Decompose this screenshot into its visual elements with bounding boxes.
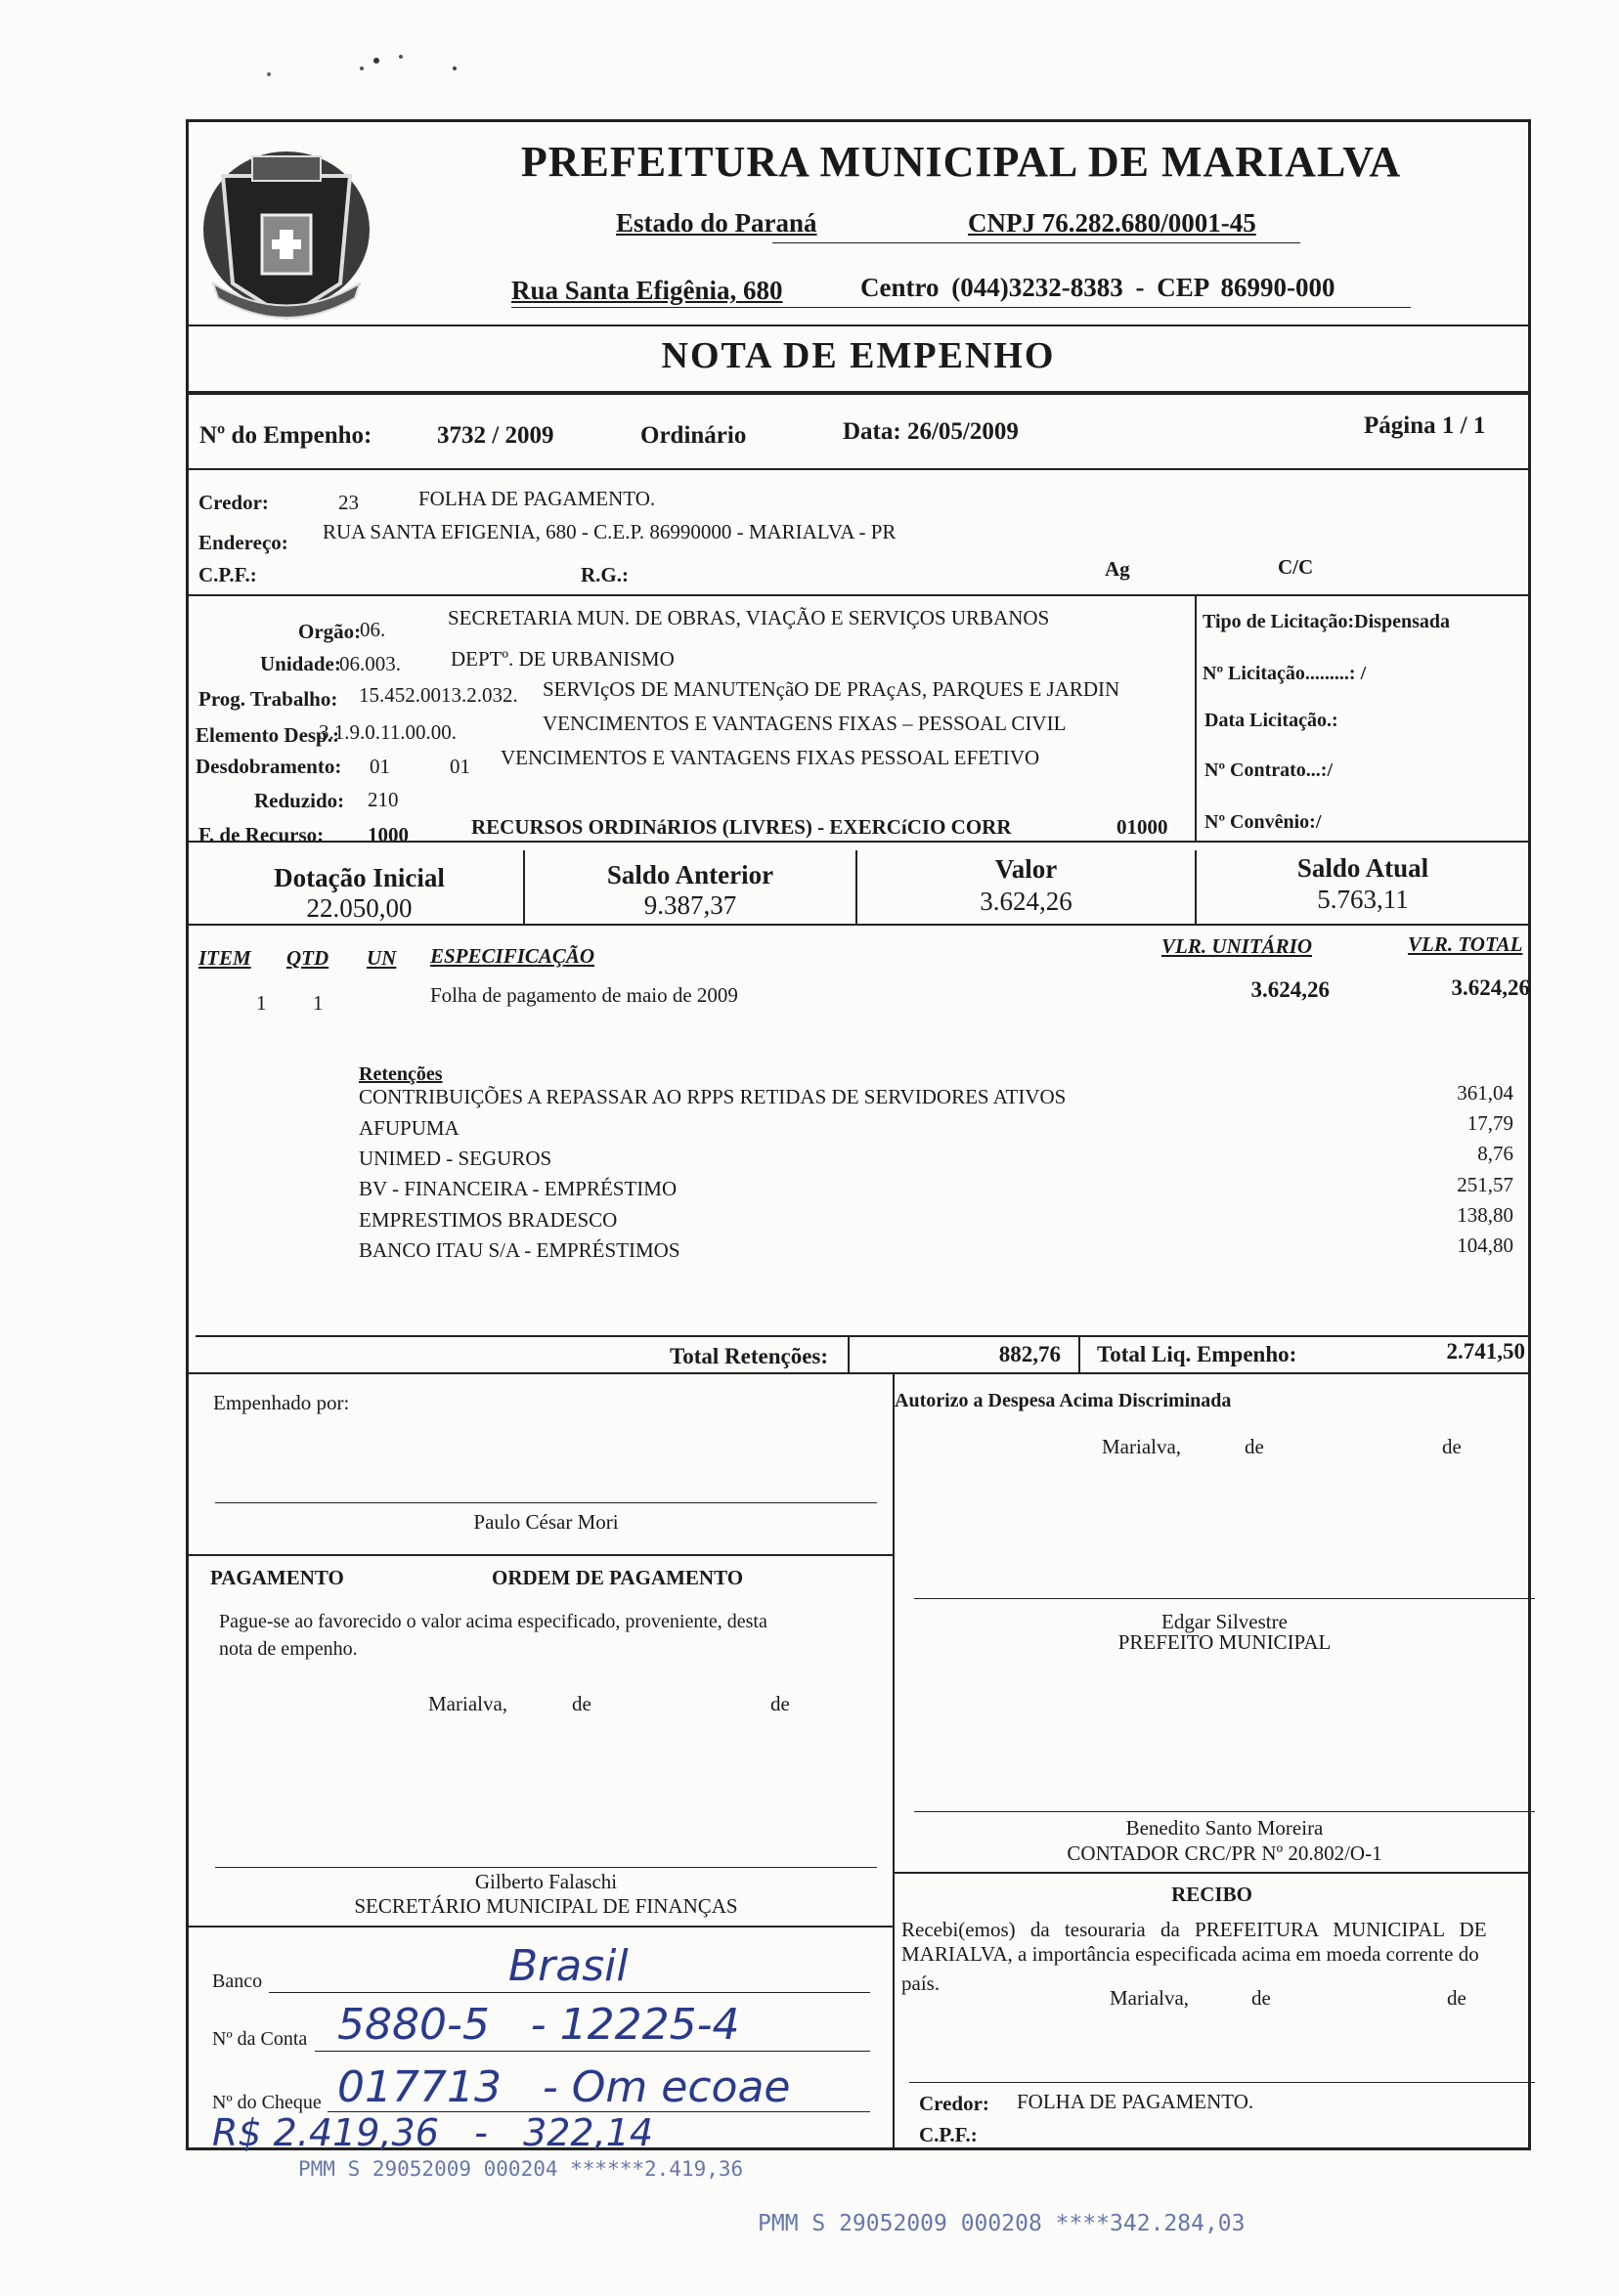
contador-title: CONTADOR CRC/PR Nº 20.802/O-1 [1067,1841,1382,1865]
recibo-text-3: país. [901,1971,941,1995]
cnpj: CNPJ 76.282.680/0001-45 [968,208,1256,238]
elemento-code: 3.1.9.0.11.00.00. [319,720,457,744]
retencao-value: 138,80 [1457,1203,1513,1227]
saldo-atual-label: Saldo Atual [1296,853,1429,883]
item-qtd: 1 [313,991,324,1015]
item-number: 1 [256,991,267,1015]
col-vlr-unitario: VLR. UNITÁRIO [1161,934,1313,958]
orgao-label: Orgão: [298,620,362,643]
item-total-value: 3.624,26 [1451,975,1530,1000]
desdobramento-label: Desdobramento: [196,755,342,778]
page-title: PREFEITURA MUNICIPAL DE MARIALVA [520,138,1402,186]
prog-label: Prog. Trabalho: [198,687,338,711]
orgao-name: SECRETARIA MUN. DE OBRAS, VIAÇÃO E SERVIÇOS URBANOS [448,606,1050,629]
retencao-value: 104,80 [1457,1234,1513,1257]
street: Rua Santa Efigênia, 680 [511,276,783,305]
col-qtd: QTD [286,946,329,970]
banco-label: Banco [212,1971,263,1992]
retencao-desc: CONTRIBUIÇÕES A REPASSAR AO RPPS RETIDAS DE SERVIDORES ATIVOS [359,1085,1067,1108]
recibo-de-2: de [1447,1986,1466,2010]
pagamento-label: PAGAMENTO [210,1566,344,1589]
conta-label: Nº da Conta [212,2028,308,2050]
total-retencoes-value: 882,76 [998,1342,1061,1366]
empenhado-por-name: Paulo César Mori [473,1510,619,1534]
retencao-value: 251,57 [1457,1173,1513,1196]
retencao-value: 17,79 [1466,1111,1513,1135]
cheque-handwritten: 017713 - Om ecoae [337,2062,791,2112]
prefeito-name: Edgar Silvestre [1161,1610,1288,1633]
state: Estado do Paraná [616,208,817,238]
page-number: Página 1 / 1 [1364,412,1486,439]
document-title: NOTA DE EMPENHO [661,335,1056,376]
desdobramento-code1: 01 [370,755,390,778]
prefeito-title: PREFEITO MUNICIPAL [1117,1630,1332,1654]
prog-code: 15.452.0013.2.032. [359,683,518,707]
payment-stamp-1: PMM S 29052009 000204 ******2.419,36 [298,2157,744,2181]
licitacao-numero: Nº Licitação.........: / [1203,663,1367,684]
endereco-label: Endereço: [198,531,288,554]
empenho-type: Ordinário [640,422,747,449]
ag-label: Ag [1105,557,1130,581]
convenio-number: Nº Convênio:/ [1204,811,1322,833]
total-liq-label: Total Liq. Empenho: [1097,1342,1297,1366]
district-phone-cep: Centro (044)3232-8383 - CEP 86990-000 [860,273,1335,302]
secretario-name: Gilberto Falaschi [474,1870,618,1893]
recurso-label: F. de Recurso: [198,823,325,846]
coat-of-arms-icon [194,137,379,332]
retencao-desc: UNIMED - SEGUROS [359,1147,552,1170]
desdobramento-code2: 01 [450,755,470,778]
col-item: ITEM [198,946,251,970]
recibo-credor-value: FOLHA DE PAGAMENTO. [1017,2090,1254,2113]
retencao-desc: BV - FINANCEIRA - EMPRÉSTIMO [359,1177,678,1200]
empenhado-por-label: Empenhado por: [213,1391,350,1414]
valor-label: Valor [994,854,1058,884]
item-desc: Folha de pagamento de maio de 2009 [430,983,738,1007]
recibo-text-1: Recebi(emos) da tesouraria da PREFEITURA MUNICIPAL DE [901,1918,1487,1941]
dotacao-label: Dotação Inicial [274,863,445,892]
recibo-de-1: de [1251,1986,1271,2010]
total-retencoes-label: Total Retenções: [670,1344,829,1368]
ordem-pagamento-label: ORDEM DE PAGAMENTO [492,1566,744,1589]
total-liq-value: 2.741,50 [1446,1339,1525,1364]
item-unit-value: 3.624,26 [1250,977,1330,1002]
credor-label: Credor: [198,491,269,514]
unidade-name: DEPTº. DE URBANISMO [451,647,675,671]
rg-label: R.G.: [581,563,629,586]
recibo-text-2: MARIALVA, a importância especificada acima em moeda corrente do [901,1942,1479,1966]
retencao-value: 8,76 [1477,1142,1513,1165]
retencoes-title: Retenções [359,1063,443,1085]
desdobramento-name: VENCIMENTOS E VANTAGENS FIXAS PESSOAL EFETIVO [501,746,1040,769]
scan-mark [264,39,459,78]
saldo-atual-value: 5.763,11 [1317,885,1409,914]
recibo-title: RECIBO [1171,1883,1252,1906]
cpf-label: C.P.F.: [198,563,257,586]
elemento-label: Elemento Desp.: [196,723,339,747]
secretario-title: SECRETÁRIO MUNICIPAL DE FINANÇAS [354,1894,738,1918]
recibo-place: Marialva, [1110,1986,1190,2010]
pagamento-text-1: Pague-se ao favorecido o valor acima especificado, proveniente, desta [219,1611,767,1632]
recurso-code: 1000 [368,823,409,846]
autorizo-place: Marialva, [1102,1435,1182,1458]
licitacao-data: Data Licitação.: [1204,710,1338,731]
col-vlr-total: VLR. TOTAL [1408,932,1523,956]
retencao-desc: AFUPUMA [359,1116,459,1140]
credor-name: FOLHA DE PAGAMENTO. [418,487,656,510]
orgao-code: 06. [360,618,386,641]
valor-handwritten: R$ 2.419,36 - 322,14 [212,2111,654,2154]
endereco-value: RUA SANTA EFIGENIA, 680 - C.E.P. 86990000 - MARIALVA - PR [323,520,897,543]
reduzido-label: Reduzido: [254,789,345,812]
recibo-cpf-label: C.P.F.: [919,2123,978,2146]
dotacao-value: 22.050,00 [306,893,413,923]
credor-code: 23 [338,491,359,514]
recurso-name: RECURSOS ORDINáRIOS (LIVRES) - EXERCíCIO CORR [471,815,1012,839]
empenho-label: Nº do Empenho: [199,422,372,449]
cheque-label: Nº do Cheque [212,2092,322,2113]
empenho-number: 3732 / 2009 [437,422,554,449]
recibo-credor-label: Credor: [919,2092,989,2115]
col-especificacao: ESPECIFICAÇÃO [430,944,595,968]
saldo-anterior-value: 9.387,37 [643,890,737,920]
banco-handwritten: Brasil [508,1941,629,1991]
retencao-desc: BANCO ITAU S/A - EMPRÉSTIMOS [359,1238,680,1262]
autorizo-de-2: de [1442,1435,1462,1458]
unidade-code: 06.003. [339,652,401,675]
valor-value: 3.624,26 [980,887,1072,916]
empenho-date: Data: 26/05/2009 [843,418,1019,445]
cc-label: C/C [1278,555,1314,579]
pagamento-text-2: nota de empenho. [219,1638,358,1660]
payment-stamp-2: PMM S 29052009 000208 ****342.284,03 [758,2211,1246,2236]
recurso-code2: 01000 [1116,815,1168,839]
licitacao-tipo: Tipo de Licitação:Dispensada [1203,611,1450,632]
contador-name: Benedito Santo Moreira [1125,1816,1324,1840]
col-un: UN [367,946,397,970]
autorizo-de-1: de [1245,1435,1264,1458]
retencao-desc: EMPRESTIMOS BRADESCO [359,1208,618,1232]
pagamento-place: Marialva, [428,1692,508,1715]
retencao-value: 361,04 [1457,1081,1513,1105]
prog-name: SERVIçOS DE MANUTENçãO DE PRAçAS, PARQUES E JARDIN [543,677,1120,701]
reduzido-value: 210 [368,788,399,811]
unidade-label: Unidade: [260,652,341,675]
contrato-number: Nº Contrato...:/ [1204,759,1334,781]
pagamento-de-1: de [572,1692,591,1715]
elemento-name: VENCIMENTOS E VANTAGENS FIXAS – PESSOAL CIVIL [543,712,1067,735]
pagamento-de-2: de [770,1692,790,1715]
saldo-anterior-label: Saldo Anterior [606,860,774,889]
autorizo-label: Autorizo a Despesa Acima Discriminada [895,1390,1232,1411]
conta-handwritten: 5880-5 - 12225-4 [337,2000,740,2050]
